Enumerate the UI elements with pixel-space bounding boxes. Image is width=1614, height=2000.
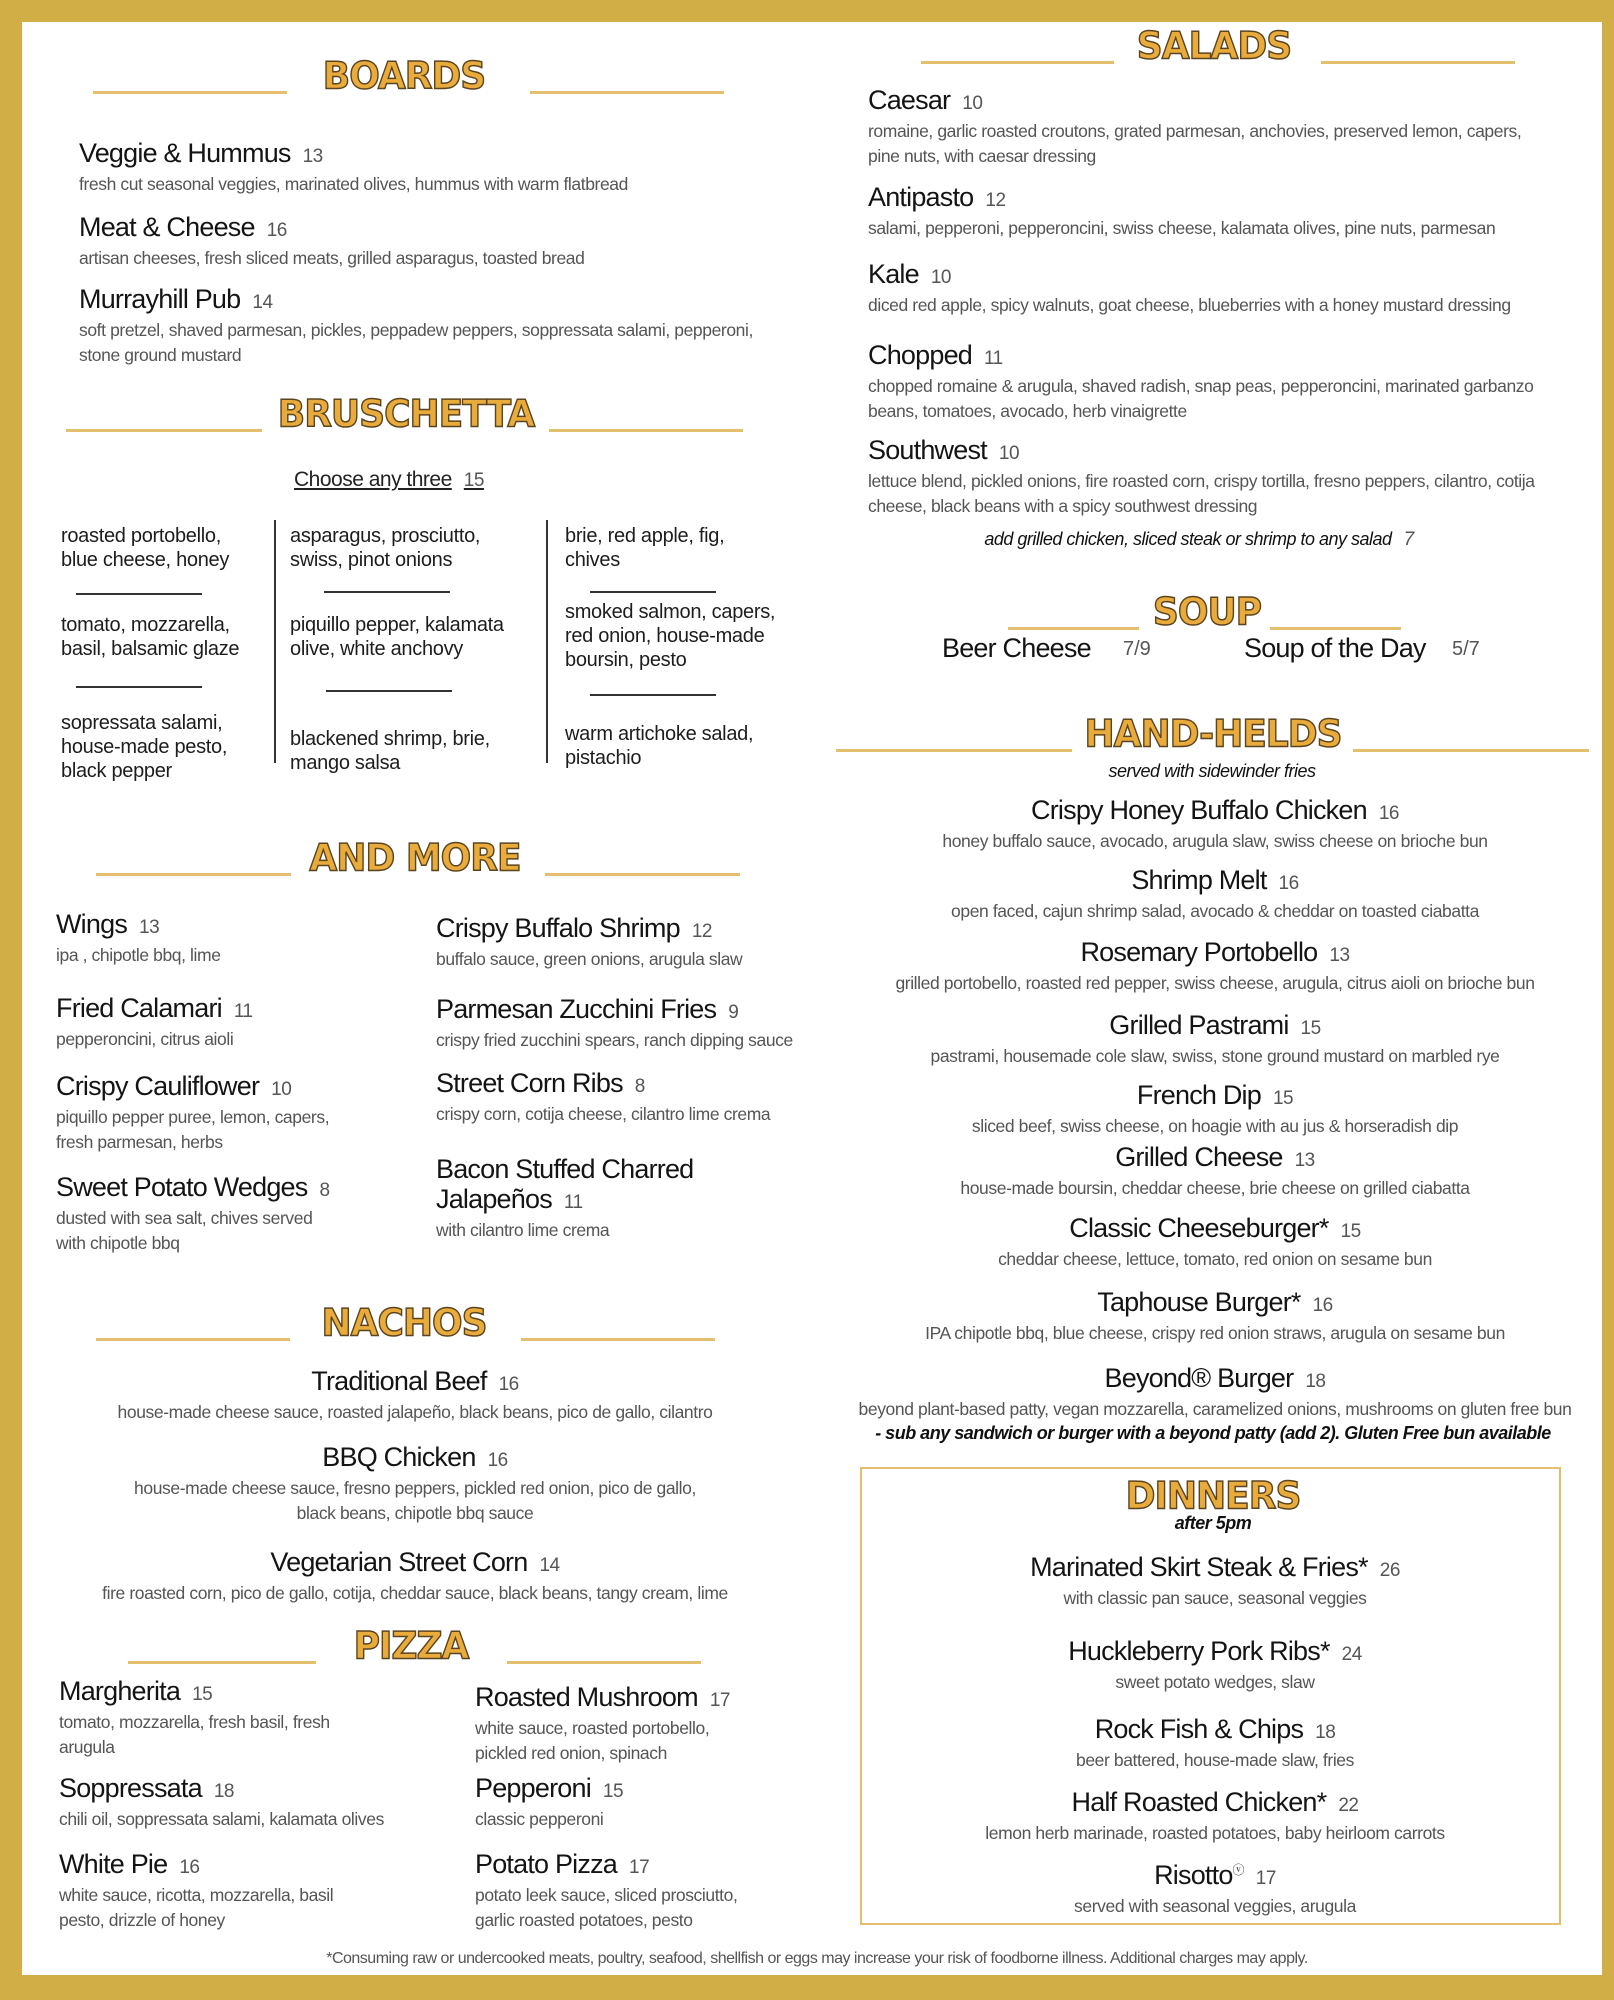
nachos-heading: NACHOS — [321, 1301, 487, 1345]
item-name: Antipasto — [868, 182, 974, 212]
menu-item-title — [942, 795, 1487, 829]
item-name: French Dip — [1136, 1080, 1261, 1110]
item-price: 16 — [179, 1857, 200, 1878]
menu-item-title — [59, 1773, 384, 1807]
menu-item-title — [868, 259, 1511, 293]
menu-item-title — [475, 1682, 730, 1716]
menu-item — [436, 1068, 770, 1127]
item-price: 18 — [213, 1781, 234, 1802]
menu-item — [436, 994, 793, 1053]
soup-heading: SOUP — [1152, 590, 1262, 634]
item-price: 16 — [498, 1374, 519, 1395]
item-description: lemon herb marinade, roasted potatoes, baby heirloom carrots — [985, 1823, 1445, 1843]
item-description: pesto, drizzle of honey — [59, 1910, 225, 1930]
item-description: chopped romaine & arugula, shaved radish, snap peas, pepperoncini, marinated garbanzo — [868, 376, 1534, 396]
menu-item — [895, 937, 1534, 996]
menu-item — [59, 1849, 333, 1933]
bruschetta-option: sopressata salami, house-made pesto, black pepper — [61, 712, 228, 782]
item-description: sweet potato wedges, slaw — [1115, 1672, 1315, 1692]
item-price: 11 — [984, 348, 1003, 369]
item-description: house-made boursin, cheddar cheese, brie cheese on grilled ciabatta — [960, 1178, 1470, 1198]
heading-rule — [93, 91, 287, 94]
item-price: 18 — [1305, 1371, 1326, 1392]
item-price: 9 — [728, 1002, 739, 1023]
divider — [76, 593, 202, 595]
item-name: Potato Pizza — [475, 1849, 617, 1879]
item-name: Sweet Potato Wedges — [56, 1172, 308, 1202]
item-price: 15 — [1300, 1018, 1321, 1039]
item-description: tomato, mozzarella, fresh basil, fresh — [59, 1712, 330, 1732]
item-price: 11 — [563, 1192, 583, 1213]
menu-item — [951, 865, 1479, 924]
menu-item-title — [868, 435, 1535, 469]
item-name: Parmesan Zucchini Fries — [436, 994, 717, 1024]
item-name: Southwest — [868, 435, 987, 465]
item-description: piquillo pepper puree, lemon, capers, — [56, 1107, 330, 1127]
menu-item-title — [972, 1080, 1458, 1114]
item-name: Bacon Stuffed Charred Jalapeños — [436, 1154, 694, 1214]
soup-name: Beer Cheese — [942, 633, 1091, 663]
menu-item-title — [118, 1366, 713, 1400]
item-price: 16 — [266, 220, 287, 241]
item-description: cheese, black beans with a spicy southwest dressing — [868, 496, 1258, 516]
item-description: IPA chipotle bbq, blue cheese, crispy red onion straws, arugula on sesame bun — [925, 1323, 1505, 1343]
bruschetta-option: brie, red apple, fig, chives — [565, 525, 725, 571]
bruschetta-option: asparagus, prosciutto, swiss, pinot onions — [290, 525, 481, 571]
menu-item-title — [951, 865, 1479, 899]
item-description: crispy fried zucchini spears, ranch dipping sauce — [436, 1030, 793, 1050]
divider — [274, 520, 276, 763]
menu-item-title — [960, 1142, 1469, 1176]
item-price: 13 — [302, 146, 323, 167]
menu-item — [998, 1213, 1432, 1272]
heading-rule — [545, 873, 740, 876]
item-description: soft pretzel, shaved parmesan, pickles, peppadew peppers, soppressata salami, pepperoni, — [79, 320, 753, 340]
menu-item — [134, 1442, 696, 1526]
item-price: 14 — [539, 1555, 560, 1576]
item-description: romaine, garlic roasted croutons, grated parmesan, anchovies, preserved lemon, capers, — [868, 121, 1522, 141]
heading-rule — [96, 1338, 290, 1341]
item-description: with cilantro lime crema — [436, 1220, 610, 1240]
menu-item — [1074, 1855, 1356, 1919]
menu-item-title — [79, 212, 584, 246]
item-description: pastrami, housemade cole slaw, swiss, stone ground mustard on marbled rye — [930, 1046, 1500, 1066]
item-description: with chipotle bbq — [56, 1233, 180, 1253]
item-name: Murrayhill Pub — [79, 284, 241, 314]
item-description: stone ground mustard — [79, 345, 242, 365]
item-name: Wings — [56, 909, 128, 939]
menu-item-title — [436, 1068, 770, 1102]
menu-page — [22, 22, 1602, 1975]
menu-item — [79, 284, 753, 368]
heading-rule — [1353, 749, 1589, 752]
menu-item — [118, 1366, 713, 1425]
soup-price: 7/9 — [1123, 638, 1151, 660]
menu-item — [79, 212, 584, 271]
item-description: honey buffalo sauce, avocado, arugula slaw, swiss cheese on brioche bun — [942, 831, 1488, 851]
item-price: 8 — [319, 1180, 330, 1201]
menu-item-title — [1074, 1855, 1356, 1894]
item-name: Vegetarian Street Corn — [270, 1547, 528, 1577]
item-description: fire roasted corn, pico de gallo, cotija, cheddar sauce, black beans, tangy cream, lime — [102, 1583, 728, 1603]
menu-item — [56, 1172, 330, 1256]
item-name: Margherita — [59, 1676, 181, 1706]
item-description: pepperoncini, citrus aioli — [56, 1029, 234, 1049]
menu-item — [868, 435, 1535, 519]
item-price: 26 — [1379, 1560, 1400, 1581]
item-price: 13 — [1329, 945, 1350, 966]
menu-item-title — [59, 1849, 333, 1883]
menu-item — [475, 1682, 730, 1766]
divider — [326, 690, 452, 692]
heading-rule — [128, 1661, 316, 1664]
heading-rule — [66, 429, 262, 432]
menu-item — [475, 1773, 623, 1832]
item-name: BBQ Chicken — [322, 1442, 476, 1472]
menu-item-title — [436, 994, 793, 1028]
menu-item-title — [56, 1071, 329, 1105]
item-name: Caesar — [868, 85, 951, 115]
item-description: grilled portobello, roasted red pepper, swiss cheese, arugula, citrus aioli on brioche bun — [895, 973, 1535, 993]
menu-item — [859, 1363, 1572, 1422]
bruschetta-option: smoked salmon, capers, red onion, house-made boursin, pesto — [565, 601, 776, 671]
item-price: 15 — [1272, 1088, 1294, 1109]
menu-item-title — [79, 138, 628, 172]
item-description: classic pepperoni — [475, 1809, 604, 1829]
heading-rule — [1270, 627, 1401, 630]
item-price: 16 — [1312, 1295, 1333, 1316]
menu-item-title — [1030, 1552, 1400, 1586]
menu-item — [960, 1142, 1469, 1201]
item-description: pickled red onion, spinach — [475, 1743, 667, 1763]
menu-item — [56, 909, 221, 968]
heading-rule — [96, 873, 291, 876]
menu-item-title — [930, 1010, 1499, 1044]
and-more-heading: AND MORE — [309, 836, 521, 880]
bruschetta-option: blackened shrimp, brie, mango salsa — [290, 728, 490, 774]
pizza-heading: PIZZA — [353, 1624, 469, 1668]
bruschetta-option: warm artichoke salad, pistachio — [565, 723, 754, 769]
choose-price: 15 — [463, 470, 484, 491]
divider — [590, 591, 716, 593]
heading-rule — [521, 1338, 715, 1341]
menu-item-title — [475, 1849, 737, 1883]
item-price: 16 — [1378, 803, 1399, 824]
menu-item — [79, 138, 628, 197]
addon-price: 7 — [1403, 529, 1414, 550]
menu-item — [1030, 1552, 1400, 1611]
item-description: beer battered, house-made slaw, fries — [1075, 1750, 1355, 1770]
item-name: Street Corn Ribs — [436, 1068, 623, 1098]
menu-item — [436, 913, 742, 972]
item-price: 10 — [962, 93, 983, 114]
item-name: Crispy Cauliflower — [56, 1071, 260, 1101]
item-name: Half Roasted Chicken* — [1071, 1787, 1327, 1817]
item-name: Grilled Cheese — [1115, 1142, 1283, 1172]
item-description: arugula — [59, 1737, 115, 1757]
item-name: Fried Calamari — [56, 993, 222, 1023]
beyond-note: - sub any sandwich or burger with a beyond patty (add 2). Gluten Free bun available — [875, 1423, 1551, 1443]
vegan-icon: ⓥ — [1232, 1863, 1244, 1877]
menu-item-title — [1076, 1714, 1354, 1748]
menu-item — [930, 1010, 1499, 1069]
divider — [324, 591, 450, 593]
bruschetta-option: piquillo pepper, kalamata olive, white anchovy — [290, 614, 504, 660]
menu-item-title — [59, 1676, 330, 1710]
item-price: 16 — [487, 1450, 508, 1471]
item-description: artisan cheeses, fresh sliced meats, grilled asparagus, toasted bread — [79, 248, 585, 268]
item-price: 10 — [930, 267, 951, 288]
menu-item-title — [134, 1442, 696, 1476]
item-name: Chopped — [868, 340, 972, 370]
heading-rule — [507, 1661, 701, 1664]
heading-rule — [549, 429, 743, 432]
hand-helds-heading: HAND-HELDS — [1084, 712, 1342, 756]
item-name: Crispy Honey Buffalo Chicken — [1031, 795, 1367, 825]
menu-item — [59, 1773, 384, 1832]
item-description: fresh cut seasonal veggies, marinated olives, hummus with warm flatbread — [79, 174, 628, 194]
menu-item — [436, 1154, 693, 1243]
item-description: garlic roasted potatoes, pesto — [475, 1910, 693, 1930]
item-description: house-made cheese sauce, fresno peppers, pickled red onion, pico de gallo, — [134, 1478, 696, 1498]
choose-any-three — [294, 468, 484, 492]
item-description: fresh parmesan, herbs — [56, 1132, 223, 1152]
item-description: open faced, cajun shrimp salad, avocado & cheddar on toasted ciabatta — [951, 901, 1479, 921]
item-description: with classic pan sauce, seasonal veggies — [1063, 1588, 1367, 1608]
heading-rule — [530, 91, 724, 94]
menu-item-title — [925, 1287, 1505, 1321]
menu-item — [1068, 1636, 1362, 1695]
menu-item — [942, 795, 1487, 854]
item-description: cheddar cheese, lettuce, tomato, red onion on sesame bun — [998, 1249, 1432, 1269]
menu-item-title — [102, 1547, 728, 1581]
item-name: Beyond® Burger — [1104, 1363, 1294, 1393]
menu-item-title — [79, 284, 753, 318]
item-name: Kale — [868, 259, 919, 289]
item-price: 11 — [233, 1001, 253, 1022]
menu-item-title — [895, 937, 1534, 971]
menu-item-title — [859, 1363, 1572, 1397]
salads-heading: SALADS — [1136, 24, 1292, 68]
item-description: dusted with sea salt, chives served — [56, 1208, 313, 1228]
heading-rule — [1008, 627, 1139, 630]
item-name: Grilled Pastrami — [1109, 1010, 1289, 1040]
item-price: 24 — [1341, 1644, 1362, 1665]
item-description: chili oil, soppressata salami, kalamata olives — [59, 1809, 384, 1829]
menu-item — [868, 85, 1521, 169]
menu-item-title — [56, 993, 253, 1027]
item-name: Meat & Cheese — [79, 212, 255, 242]
item-price: 18 — [1315, 1722, 1336, 1743]
item-description: white sauce, ricotta, mozzarella, basil — [59, 1885, 334, 1905]
soup-price: 5/7 — [1452, 638, 1480, 660]
salad-addon — [984, 529, 1413, 551]
item-price: 13 — [1294, 1150, 1315, 1171]
menu-item-title — [56, 909, 221, 943]
menu-item-title — [1068, 1636, 1362, 1670]
menu-item-title — [985, 1787, 1444, 1821]
item-price: 10 — [271, 1079, 292, 1100]
menu-item — [972, 1080, 1458, 1139]
heading-rule — [921, 61, 1114, 64]
bruschetta-option: roasted portobello, blue cheese, honey — [61, 525, 230, 571]
item-description: sliced beef, swiss cheese, on hoagie with au jus & horseradish dip — [971, 1116, 1459, 1136]
item-price: 17 — [629, 1857, 650, 1878]
menu-item — [868, 259, 1511, 318]
dinners-subtitle: after 5pm — [1174, 1513, 1252, 1533]
item-price: 12 — [985, 190, 1006, 211]
item-name: Marinated Skirt Steak & Fries* — [1030, 1552, 1368, 1582]
menu-item-title — [868, 340, 1534, 374]
item-name: Huckleberry Pork Ribs* — [1068, 1636, 1330, 1666]
item-name: Classic Cheeseburger* — [1069, 1213, 1329, 1243]
item-name: Veggie & Hummus — [79, 138, 291, 168]
item-name: Traditional Beef — [311, 1366, 487, 1396]
item-name: Rosemary Portobello — [1080, 937, 1318, 967]
bruschetta-option: tomato, mozzarella, basil, balsamic glaze — [61, 614, 240, 660]
item-price: 22 — [1338, 1795, 1359, 1816]
bruschetta-heading: BRUSCHETTA — [277, 392, 535, 436]
menu-item-title — [868, 85, 1521, 119]
menu-item — [868, 182, 1495, 241]
menu-item — [56, 1071, 329, 1155]
item-description: crispy corn, cotija cheese, cilantro lime crema — [436, 1104, 771, 1124]
menu-item — [1076, 1714, 1354, 1773]
item-description: salami, pepperoni, pepperoncini, swiss cheese, kalamata olives, pine nuts, parmesan — [868, 218, 1496, 238]
menu-item-title — [998, 1213, 1432, 1247]
item-price: 8 — [634, 1076, 645, 1097]
choose-label: Choose any three — [294, 468, 452, 491]
item-name: White Pie — [59, 1849, 168, 1879]
menu-item — [102, 1547, 728, 1606]
menu-item — [56, 993, 253, 1052]
item-price: 15 — [602, 1781, 624, 1802]
heading-rule — [836, 749, 1072, 752]
menu-item — [868, 340, 1534, 424]
item-description: diced red apple, spicy walnuts, goat cheese, blueberries with a honey mustard dressing — [868, 295, 1511, 315]
menu-item-title — [56, 1172, 330, 1206]
item-name: Crispy Buffalo Shrimp — [436, 913, 680, 943]
item-name: Roasted Mushroom — [475, 1682, 698, 1712]
item-description: pine nuts, with caesar dressing — [868, 146, 1096, 166]
menu-item — [475, 1849, 737, 1933]
footer-disclaimer: *Consuming raw or undercooked meats, poultry, seafood, shellfish or eggs may increase your risk of foodborne illness. Additional charges may apply. — [326, 1950, 1308, 1967]
menu-item-title — [868, 182, 1495, 216]
item-description: buffalo sauce, green onions, arugula slaw — [436, 949, 743, 969]
addon-label: add grilled chicken, sliced steak or shrimp to any salad — [984, 529, 1392, 549]
item-name: Shrimp Melt — [1131, 865, 1267, 895]
menu-item-title — [436, 913, 742, 947]
item-price: 12 — [691, 921, 712, 942]
item-description: beyond plant-based patty, vegan mozzarella, caramelized onions, mushrooms on gluten free bun — [858, 1399, 1572, 1419]
handhelds-subtitle: served with sidewinder fries — [1108, 761, 1316, 781]
item-price: 13 — [139, 917, 160, 938]
item-price: 14 — [252, 292, 273, 313]
item-price: 16 — [1278, 873, 1299, 894]
menu-item-title — [475, 1773, 623, 1807]
menu-item-title — [436, 1154, 693, 1218]
item-name: Rock Fish & Chips — [1094, 1714, 1304, 1744]
item-price: 17 — [709, 1690, 730, 1711]
divider — [76, 686, 202, 688]
item-description: served with seasonal veggies, arugula — [1074, 1896, 1356, 1916]
item-description: lettuce blend, pickled onions, fire roasted corn, crispy tortilla, fresno peppers, cilantro, cotija — [868, 471, 1535, 491]
menu-item — [985, 1787, 1444, 1846]
boards-heading: BOARDS — [322, 54, 486, 98]
item-price: 17 — [1255, 1868, 1276, 1889]
item-name: Taphouse Burger* — [1097, 1287, 1301, 1317]
soup-name: Soup of the Day — [1244, 633, 1426, 663]
item-description: house-made cheese sauce, roasted jalapeño, black beans, pico de gallo, cilantro — [117, 1402, 713, 1422]
item-name: Soppressata — [59, 1773, 202, 1803]
item-description: ipa , chipotle bbq, lime — [56, 945, 221, 965]
menu-item — [59, 1676, 330, 1760]
divider — [546, 520, 548, 763]
item-name: Risotto — [1154, 1860, 1233, 1890]
heading-rule — [1321, 61, 1515, 64]
item-description: potato leek sauce, sliced prosciutto, — [475, 1885, 738, 1905]
divider — [590, 694, 716, 696]
item-name: Pepperoni — [475, 1773, 591, 1803]
item-price: 15 — [1340, 1221, 1361, 1242]
item-description: white sauce, roasted portobello, — [475, 1718, 710, 1738]
item-price: 15 — [192, 1684, 213, 1705]
item-price: 10 — [998, 443, 1020, 464]
dinners-heading: DINNERS — [1125, 1474, 1301, 1518]
item-description: black beans, chipotle bbq sauce — [296, 1503, 534, 1523]
menu-item — [925, 1287, 1505, 1346]
item-description: beans, tomatoes, avocado, herb vinaigrette — [868, 401, 1187, 421]
